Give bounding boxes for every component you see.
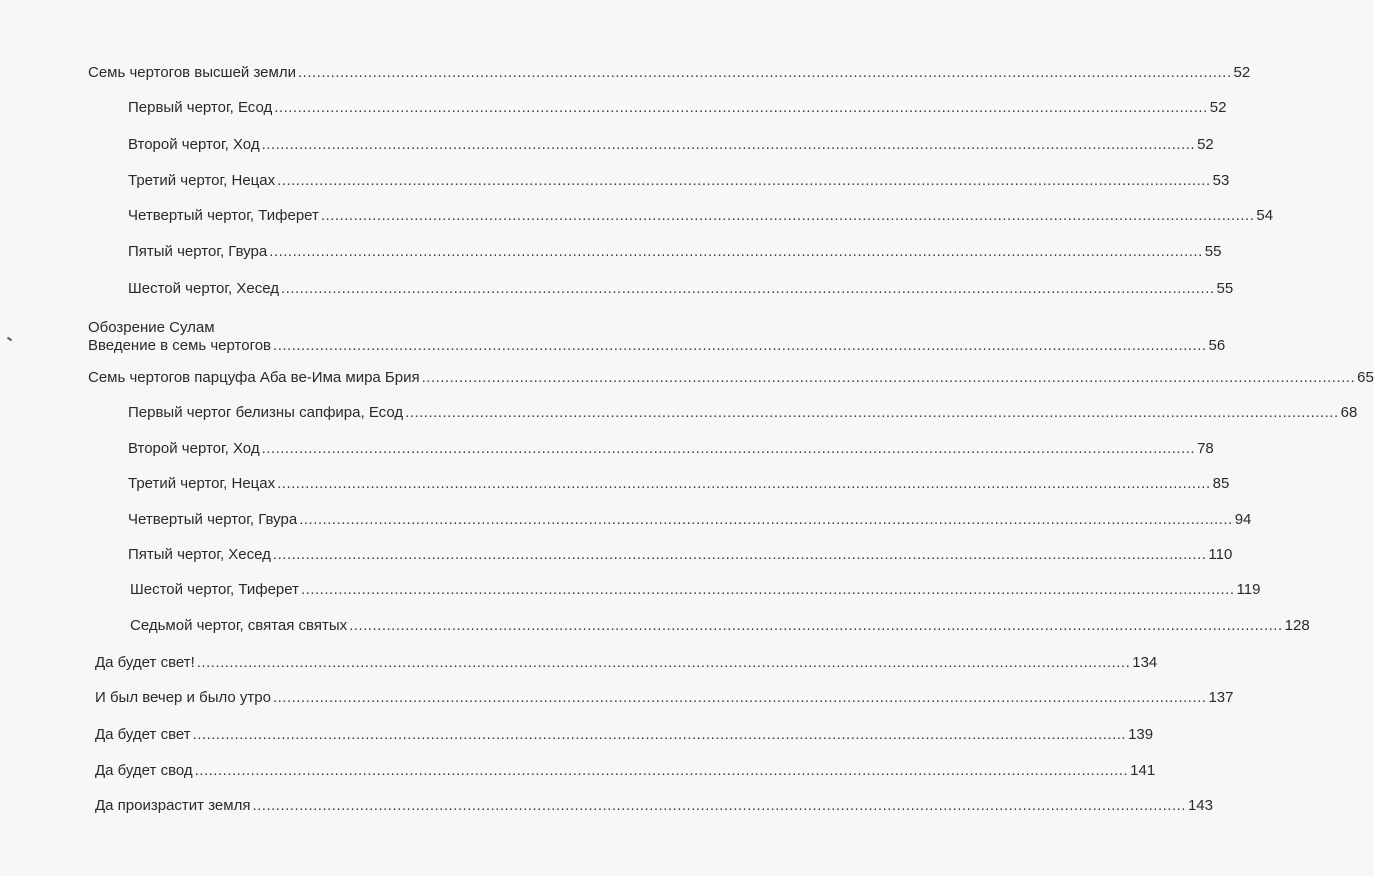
toc-leader-dots: ........................................................................................................................................................................................................ — [194, 762, 1129, 779]
toc-entry-title-block — [88, 319, 271, 355]
toc-leader-dots: ........................................................................................................................................................................................................ — [274, 99, 1208, 116]
toc-entry-page: 137 — [1208, 689, 1234, 706]
toc-entry-page: 52 — [1209, 99, 1227, 116]
toc-entry — [128, 136, 1214, 154]
toc-entry-title: Первый чертог, Есод — [128, 99, 273, 116]
toc-entry-title: Седьмой чертог, святая святых — [130, 617, 348, 634]
toc-entry — [128, 99, 1227, 117]
toc-entry — [95, 726, 1154, 744]
toc-entry — [128, 440, 1214, 458]
toc-entry-title: Да произрастит земля — [95, 797, 251, 814]
toc-entry — [88, 64, 1251, 82]
toc-leader-dots: ........................................................................................................................................................................................................ — [196, 654, 1131, 671]
toc-leader-dots: ........................................................................................................................................................................................................ — [297, 64, 1232, 81]
toc-entry-page: 119 — [1236, 581, 1261, 598]
toc-entry-title: Семь чертогов высшей земли — [88, 64, 296, 81]
toc-entry-page: 141 — [1130, 762, 1156, 779]
toc-leader-dots: ........................................................................................................................................................................................................ — [349, 617, 1283, 634]
toc-entry-title: Да будет свод — [95, 762, 193, 779]
toc-entry — [128, 475, 1230, 493]
toc-leader-dots: ........................................................................................................................................................................................................ — [272, 689, 1207, 706]
toc-entry-title: Третий чертог, Нецах — [128, 475, 276, 492]
toc-entry-title: Семь чертогов парцуфа Аба ве-Има мира Брия — [88, 369, 420, 386]
toc-entry — [128, 511, 1252, 529]
toc-entry-title: Шестой чертог, Тиферет — [130, 581, 299, 598]
toc-leader-dots: ........................................................................................................................................................................................................ — [320, 207, 1255, 224]
toc-entry — [88, 319, 1226, 355]
toc-entry-page: 65 — [1357, 369, 1374, 386]
toc-entry-title: Шестой чертог, Хесед — [128, 280, 279, 297]
toc-entry — [128, 404, 1358, 422]
toc-entry-title: И был вечер и было утро — [95, 689, 271, 706]
toc-entry-page: 55 — [1204, 243, 1222, 260]
toc-entry — [128, 546, 1233, 564]
toc-entry-title: Второй чертог, Ход — [128, 440, 260, 457]
toc-leader-dots: ........................................................................................................................................................................................................ — [277, 172, 1211, 189]
toc-entry — [130, 581, 1261, 599]
toc-entry-title: Первый чертог белизны сапфира, Есод — [128, 404, 404, 421]
toc-entry-page: 128 — [1284, 617, 1310, 634]
toc-entry-page: 55 — [1216, 280, 1234, 297]
toc-entry-page: 94 — [1234, 511, 1252, 528]
toc-leader-dots: ........................................................................................................................................................................................................ — [301, 581, 1235, 598]
toc-leader-dots: ........................................................................................................................................................................................................ — [299, 511, 1233, 528]
toc-entry-page: 52 — [1233, 64, 1251, 81]
toc-entry-page: 78 — [1197, 440, 1214, 457]
toc-entry — [128, 172, 1230, 190]
toc-entry-title: Третий чертог, Нецах — [128, 172, 276, 189]
toc-entry-page: 52 — [1197, 136, 1214, 153]
toc-entry — [128, 280, 1234, 298]
toc-entry-page: 53 — [1212, 172, 1230, 189]
toc-entry — [95, 797, 1213, 815]
toc-leader-dots: ........................................................................................................................................................................................................ — [272, 546, 1207, 563]
toc-leader-dots: ........................................................................................................................................................................................................ — [273, 337, 1207, 354]
toc-entry-title: Да будет свет! — [95, 654, 195, 671]
toc-entry-title: Пятый чертог, Гвура — [128, 243, 268, 260]
toc-leader-dots: ........................................................................................................................................................................................................ — [269, 243, 1203, 260]
toc-entry — [130, 617, 1310, 635]
toc-entry-page: 110 — [1208, 546, 1233, 563]
toc-entry-page: 68 — [1340, 404, 1358, 421]
toc-entry-title: Да будет свет — [95, 726, 191, 743]
toc-entry-page: 85 — [1212, 475, 1230, 492]
toc-entry-title: Введение в семь чертогов — [88, 337, 272, 354]
toc-leader-dots: ........................................................................................................................................................................................................ — [192, 726, 1127, 743]
toc-leader-dots: ........................................................................................................................................................................................................ — [277, 475, 1211, 492]
toc-leader-dots: ........................................................................................................................................................................................................ — [421, 369, 1356, 386]
toc-entry — [95, 762, 1156, 780]
toc-entry — [88, 369, 1374, 387]
toc-entry — [128, 243, 1222, 261]
toc-entry — [95, 689, 1234, 707]
toc-entry — [128, 207, 1274, 225]
toc-entry-page: 56 — [1208, 337, 1226, 354]
toc-entry-title: Четвертый чертог, Гвура — [128, 511, 298, 528]
toc-entry-title-line: Обозрение Сулам — [88, 319, 215, 336]
toc-leader-dots: ........................................................................................................................................................................................................ — [405, 404, 1339, 421]
toc-leader-dots: ........................................................................................................................................................................................................ — [252, 797, 1186, 814]
toc-entry-title: Пятый чертог, Хесед — [128, 546, 271, 563]
toc-entry-title: Второй чертог, Ход — [128, 136, 260, 153]
toc-leader-dots: ........................................................................................................................................................................................................ — [261, 440, 1196, 457]
toc-entry-page: 143 — [1187, 797, 1213, 814]
toc-entry-title: Четвертый чертог, Тиферет — [128, 207, 319, 224]
toc-leader-dots: ........................................................................................................................................................................................................ — [261, 136, 1196, 153]
toc-entry-page: 54 — [1256, 207, 1274, 224]
toc-entry-page: 139 — [1128, 726, 1154, 743]
toc-entry — [95, 654, 1158, 672]
toc-leader-dots: ........................................................................................................................................................................................................ — [280, 280, 1215, 297]
scan-speck — [7, 337, 12, 342]
toc-entry-page: 134 — [1132, 654, 1158, 671]
